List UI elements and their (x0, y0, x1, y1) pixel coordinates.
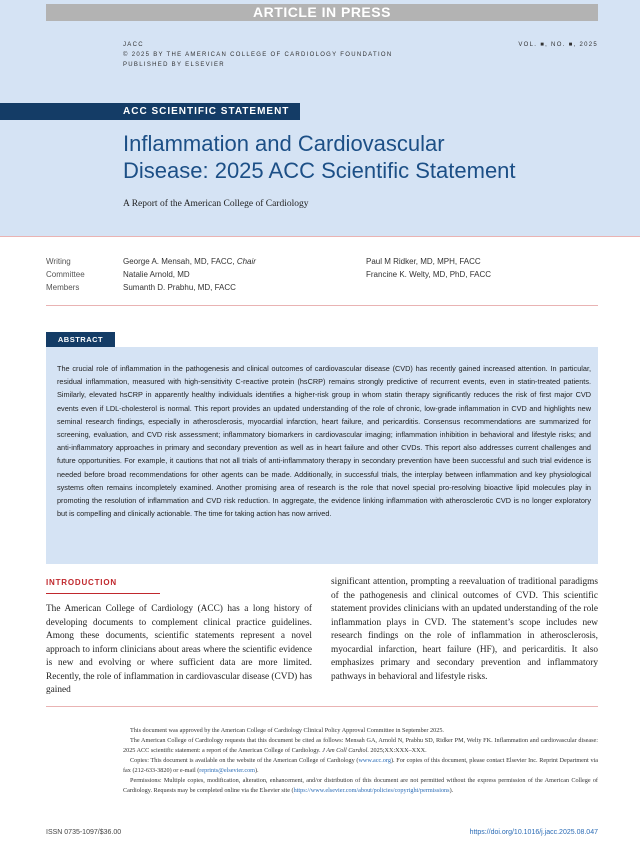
abstract-text: The crucial role of inflammation in the pathogenesis and clinical outcomes of cardiovascular disease (CVD) has recently gained increased attention. In particular, residual inflammation, measured with high-sensitivity C-reactive protein (hsCRP) remains strongly predictive of recurrent events, even in statin-treated patients. Similarly, elevated hsCRP in apparently healthy individuals identifies a higher-risk group in whom statin therapy significantly reduces the risk of first major CVD events even if LDL-cholesterol is normal. This report provides an updated understanding of the role of chronic, low-grade inflammation in CVD and highlights new seminal research findings, especially in atherosclerosis, myocardial infarction, heart failure, and pericarditis. Consensus recommendations are summarized for screening, evaluation, and CVD risk assessment; inflammatory biomarkers in cardiovascular imaging; inflammation inhibition in behavioral and lifestyle risks; and anti-inflammatory approaches in primary and secondary prevention as well as in heart failure and other CVDs. This report also addresses current challenges and future opportunities. For example, it cautions that not all trials of anti-inflammatory therapy in secondary prevention have been successful and such trial evidence is needed before broad recommendations for other agents can be made. Additionally, in successful trials, the interplay between inflammation and key physiological systems often remains incompletely examined. Another promising area of research is the role that novel special pro-resolving bioactive lipid molecules play in promoting the resolution of inflammation and CVD risk reduction. In aggregate, the evidence linking inflammation with atherosclerotic CVD is no longer exploratory but is compelling and clinically actionable. The time for taking action has now arrived. (57, 364, 591, 519)
permissions-link[interactable]: https://www.elsevier.com/about/policies/copyright/permissions (293, 787, 450, 794)
permissions-text: Permissions: Multiple copies, modification, alteration, enhancement, and/or distribution of this document are not permitted without the express permission of the American College of Cardiology. Requests may be completed online via the Elsevier site ( (123, 777, 598, 794)
author-entry (366, 268, 491, 281)
reprints-email-link[interactable]: reprints@elsevier.com (199, 767, 255, 774)
authors-divider (46, 305, 598, 306)
volume-issue: VOL. ■, NO. ■, 2025 (518, 42, 598, 48)
author-entry (366, 255, 491, 268)
citation-text: The American College of Cardiology requests that this document be cited as follows: Mensah GA, Arnold N, Prabhu SD, Ridker PM, Welty FK. Inflammation and cardiovascular disease: 2025 ACC scientific statement: a report of the American College of Cardiology. (123, 737, 598, 754)
publisher-line: PUBLISHED BY ELSEVIER (123, 62, 225, 68)
authors-label-line: Members (46, 283, 80, 292)
intro-paragraph-right: significant attention, prompting a reevaluation of traditional paradigms of the pathogenesis and clinical outcomes of CVD. This scientific statement provides clinicians with an updated understanding of the role inflammation plays in CVD. The statement’s scope includes new research findings on the role of inflammation in atherosclerosis, myocardial infarction, heart failure (HF), and pericarditis. It also emphasizes primary and secondary prevention and inflammatory pathways in behavioral and lifestyle risks. (331, 577, 598, 682)
citation-journal: J Am Coll Cardiol. (322, 747, 369, 754)
article-title (123, 130, 603, 184)
authors-label-line: Writing (46, 257, 71, 266)
author-entry (123, 281, 256, 294)
article-type-label: ACC SCIENTIFIC STATEMENT (123, 106, 290, 117)
body-divider (46, 706, 598, 707)
footnotes (123, 726, 598, 796)
author-role: Chair (236, 257, 256, 266)
intro-paragraph-left: The American College of Cardiology (ACC) has a long history of developing documents to complement clinical practice guidelines. Among these documents, scientific statements represent a novel approach to inform clinicians about areas where the scientific evidence is new and evolving or where sufficient data are more limited. Recently, the role of inflammation in cardiovascular disease (CVD) has gained (46, 604, 312, 695)
doi-link[interactable]: https://doi.org/10.1016/j.jacc.2025.08.047 (469, 829, 598, 836)
copies-note (123, 756, 598, 776)
journal-masthead (123, 40, 393, 70)
copies-text: ). (255, 767, 259, 774)
author-entry (123, 255, 256, 268)
abstract-label: ABSTRACT (46, 332, 115, 347)
heading-rule (46, 593, 160, 594)
author-entry (123, 268, 256, 281)
permissions-text: ). (449, 787, 454, 794)
approval-note: This document was approved by the American College of Cardiology Clinical Policy Approval Committee in September 2025. (130, 727, 444, 734)
permissions-note (123, 776, 598, 796)
citation-volume: 2025;XX:XXX–XXX. (368, 747, 427, 754)
issn-price: ISSN 0735-1097/$36.00 (46, 829, 122, 836)
article-in-press-banner: ARTICLE IN PRESS (46, 4, 598, 21)
article-type-tag (0, 103, 300, 120)
author-name: Sumanth D. Prabhu, MD, FACC (123, 283, 236, 292)
authors-column-1 (123, 255, 256, 294)
authors-label-line: Committee (46, 270, 85, 279)
title-line-1: Inflammation and Cardiovascular (123, 131, 445, 156)
copies-text: ). For copies of this document, please contact Elsevier Inc. Reprint Department via fax (212-633-3820) or e-mail ( (123, 757, 598, 774)
header-divider (0, 236, 640, 237)
introduction-heading: INTRODUCTION (46, 578, 117, 587)
title-line-2: Disease: 2025 ACC Scientific Statement (123, 158, 516, 183)
authors-label (46, 255, 85, 294)
author-name: George A. Mensah, MD, FACC, (123, 257, 237, 266)
authors-column-2 (366, 255, 491, 281)
acc-website-link[interactable]: www.acc.org (358, 757, 391, 764)
journal-name: JACC (123, 42, 144, 48)
copies-text: Copies: This document is available on the website of the American College of Cardiology ( (130, 757, 359, 764)
copyright-line: © 2025 BY THE AMERICAN COLLEGE OF CARDIOLOGY FOUNDATION (123, 52, 393, 58)
author-name: Francine K. Welty, MD, PhD, FACC (366, 270, 492, 279)
author-name: Paul M Ridker, MD, MPH, FACC (366, 257, 481, 266)
citation-note (123, 736, 598, 756)
article-subtitle: A Report of the American College of Cardiology (123, 199, 309, 209)
author-name: Natalie Arnold, MD (123, 270, 190, 279)
